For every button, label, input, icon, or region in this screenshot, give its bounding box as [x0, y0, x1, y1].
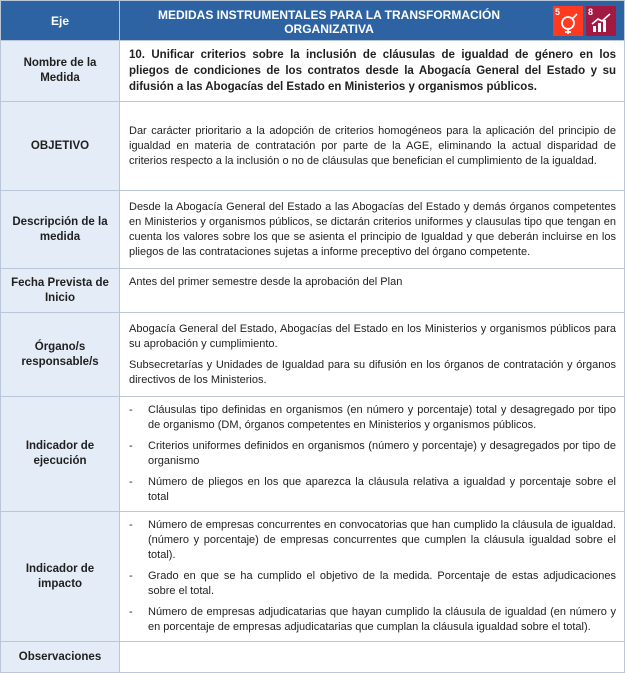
row-objetivo [1, 102, 625, 191]
value-descripcion: Desde la Abogacía General del Estado a las Abogacías del Estado y demás órganos competentes en Ministerios y organismos públicos, se dictarán criterios uniformes y clausulas tipo que tengan en cuenta los valores sobre los que se asienta el principio de Igualdad y que deberán incluirse en los pliegos de las contrataciones sujetas a informe preceptivo del órgano competente. [120, 191, 625, 269]
sdg-icons [553, 6, 616, 36]
row-fecha [1, 269, 625, 313]
value-ejecucion [120, 397, 625, 512]
list-item: - Cláusulas tipo definidas en organismos (en número y porcentaje) total y desagregado por tipo de organismo (DM, órganos competentes en Ministerios y organismos públicos. [129, 403, 616, 433]
ejecucion-list [129, 403, 616, 505]
row-observaciones [1, 642, 625, 673]
label-nombre: Nombre de la Medida [1, 41, 120, 102]
organo-paragraph: Subsecretarías y Unidades de Igualdad para su difusión en los órganos de contratación y órganos directivos de los Ministerios. [129, 358, 616, 386]
header-row [1, 1, 625, 41]
list-item: - Número de empresas adjudicatarias que hayan cumplido la cláusula de igualdad (en número y en porcentaje de empresas adjudicatarias que cumplan la cláusula igualdad sobre el total). [129, 605, 616, 635]
label-objetivo: OBJETIVO [1, 102, 120, 191]
row-descripcion [1, 191, 625, 269]
value-impacto [120, 512, 625, 642]
value-nombre: 10. Unificar criterios sobre la inclusión de cláusulas de igualdad de género en los pliegos de condiciones de los contratos desde la Abogacía General del Estado y su difusión a las Abogacías del Estado en Ministerios y organismos públicos. [120, 41, 625, 102]
row-organo [1, 313, 625, 397]
label-descripcion: Descripción de la medida [1, 191, 120, 269]
label-ejecucion: Indicador de ejecución [1, 397, 120, 512]
eje-header: Eje [1, 1, 120, 41]
label-observaciones: Observaciones [1, 642, 120, 673]
impacto-list [129, 518, 616, 635]
list-item: - Grado en que se ha cumplido el objetivo de la medida. Porcentaje de estas adjudicaciones sobre el total. [129, 569, 616, 599]
list-item: - Criterios uniformes definidos en organismos (número y porcentaje) y desagregados por tipo de organismo [129, 439, 616, 469]
value-fecha: Antes del primer semestre desde la aprobación del Plan [120, 269, 625, 313]
sdg-5-gender-equality-icon: 5 [553, 6, 583, 36]
value-objetivo: Dar carácter prioritario a la adopción de criterios homogéneos para la aplicación del principio de igualdad en materia de contratación por parte de la AGE, eliminando la actual disparidad de criterios respecto a la inclusión o no de cláusulas que benefician el cumplimiento de la igualdad. [120, 102, 625, 191]
section-title: MEDIDAS INSTRUMENTALES PARA LA TRANSFORMACIÓN ORGANIZATIVA [158, 7, 500, 36]
row-ejecucion [1, 397, 625, 512]
sdg-8-decent-work-icon: 8 [586, 6, 616, 36]
label-impacto: Indicador de impacto [1, 512, 120, 642]
section-title-cell [120, 1, 625, 41]
row-nombre [1, 41, 625, 102]
value-observaciones [120, 642, 625, 673]
list-item: - Número de pliegos en los que aparezca la cláusula relativa a igualdad y porcentaje sobre el total [129, 475, 616, 505]
organo-paragraph: Abogacía General del Estado, Abogacías del Estado en los Ministerios y organismos públicos para su aprobación y cumplimiento. [129, 322, 616, 350]
label-fecha: Fecha Prevista de Inicio [1, 269, 120, 313]
label-organo: Órgano/s responsable/s [1, 313, 120, 397]
value-organo [120, 313, 625, 397]
list-item: - Número de empresas concurrentes en convocatorias que han cumplido la cláusula de igualdad. (número y porcentaje) de empresas concurrentes que cumplen la cláusula igualdad sobre el total). [129, 518, 616, 563]
row-impacto [1, 512, 625, 642]
